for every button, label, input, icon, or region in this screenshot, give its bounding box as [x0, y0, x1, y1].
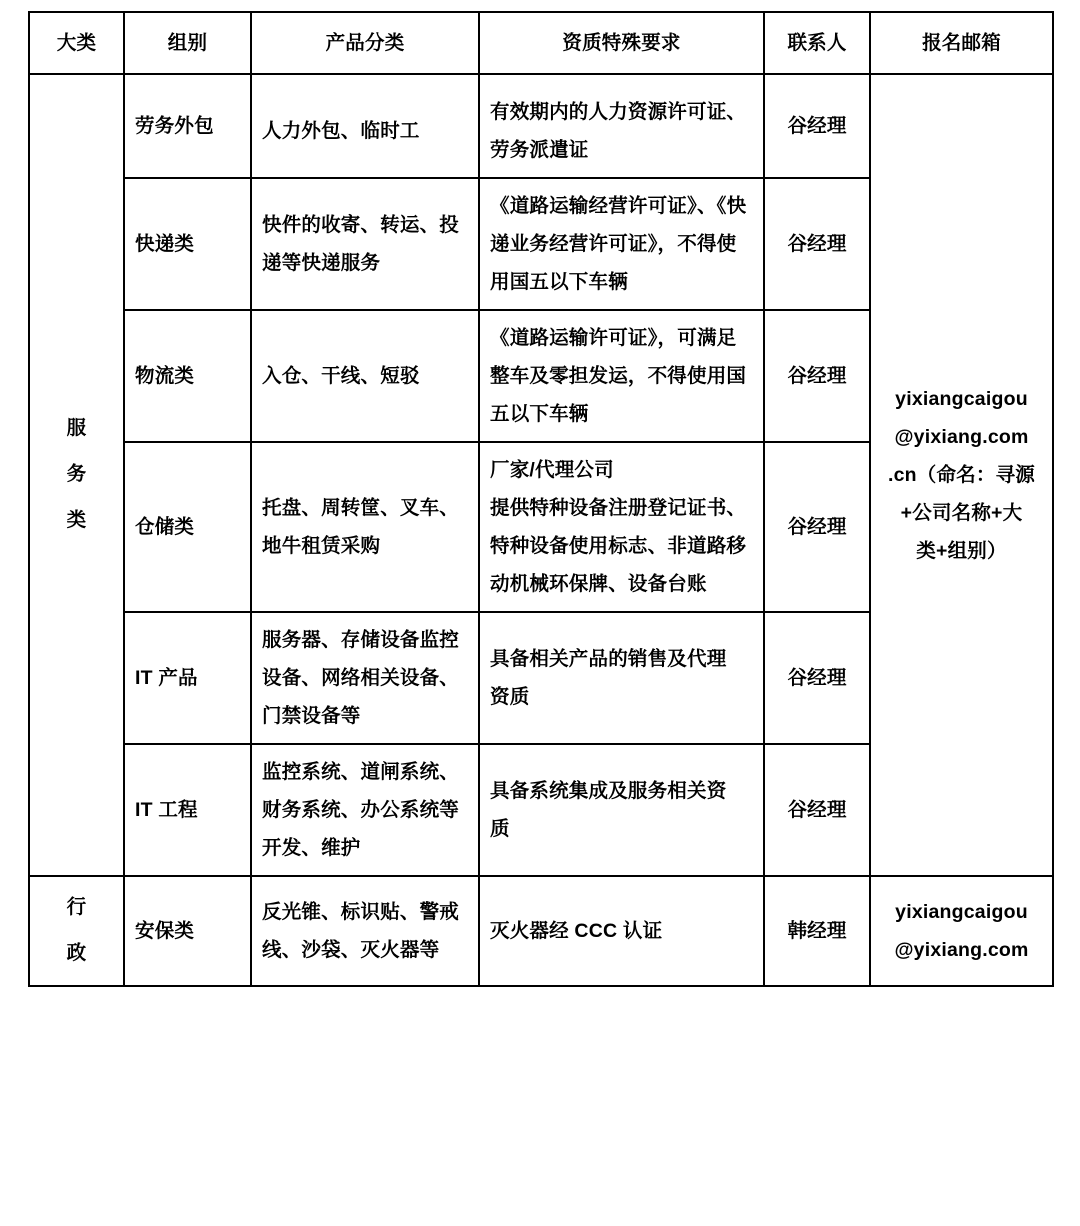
- product-line: 入仓、干线、短驳: [262, 365, 420, 388]
- qualification-line: 《道路运输许可证》，可满足: [490, 327, 737, 350]
- group-name: 仓储类: [124, 442, 251, 612]
- qualification-line: 具备相关产品的销售及代理: [490, 648, 727, 671]
- qualification-line: 递业务经营许可证》，不得使: [490, 233, 737, 256]
- product-line: 递等快递服务: [262, 252, 381, 275]
- qualification-line: 劳务派遣证: [490, 139, 589, 162]
- qualification-line: 特种设备使用标志、非道路移: [490, 535, 747, 558]
- group-name: 安保类: [124, 876, 251, 986]
- product-category-cell: [251, 442, 479, 612]
- email-line: yixiangcaigou: [895, 388, 1028, 411]
- qualification-line: 动机械环保牌、设备台账: [490, 573, 707, 596]
- product-category-cell: [251, 612, 479, 744]
- qualification-cell: [479, 744, 764, 876]
- column-header-product-category: 产品分类: [251, 12, 479, 74]
- product-line: 线、沙袋、灭火器等: [262, 939, 440, 962]
- email-line: 类+组别）: [916, 540, 1007, 563]
- group-name: 快递类: [124, 178, 251, 310]
- contact-person: 谷经理: [764, 178, 870, 310]
- qualification-line: 资质: [490, 686, 530, 709]
- qualification-line: 提供特种设备注册登记证书、: [490, 497, 747, 520]
- table-row: [29, 876, 1053, 986]
- product-line: 服务器、存储设备监控: [262, 629, 460, 652]
- product-line: 反光锥、标识贴、警戒: [262, 901, 460, 924]
- qualification-line: 灭火器经 CCC 认证: [490, 920, 663, 943]
- email-line: .cn（命名：寻源: [888, 464, 1035, 487]
- contact-person: 谷经理: [764, 310, 870, 442]
- email-line: yixiangcaigou: [895, 901, 1028, 924]
- column-header-qualification: 资质特殊要求: [479, 12, 764, 74]
- group-name: 物流类: [124, 310, 251, 442]
- qualification-line: 质: [490, 818, 510, 841]
- product-category-cell: [251, 744, 479, 876]
- product-line: 托盘、周转筐、叉车、: [262, 497, 460, 520]
- product-category-cell: [251, 876, 479, 986]
- major-category-char: 服: [66, 417, 87, 440]
- column-header-email: 报名邮箱: [870, 12, 1053, 74]
- qualification-cell: [479, 310, 764, 442]
- contact-person: 谷经理: [764, 744, 870, 876]
- product-category-cell: [251, 74, 479, 178]
- qualification-cell: [479, 178, 764, 310]
- product-line: 监控系统、道闸系统、: [262, 761, 460, 784]
- email-line: @yixiang.com: [894, 426, 1029, 449]
- qualification-cell: [479, 74, 764, 178]
- column-header-major-category: 大类: [29, 12, 124, 74]
- group-name: IT 产品: [124, 612, 251, 744]
- product-category-cell: [251, 310, 479, 442]
- product-line: 设备、网络相关设备、: [262, 667, 460, 690]
- major-category-char: 行: [66, 896, 87, 919]
- table-header: [29, 12, 1053, 74]
- qualification-cell: [479, 612, 764, 744]
- column-header-group: 组别: [124, 12, 251, 74]
- email-line: @yixiang.com: [894, 939, 1029, 962]
- product-line: 人力外包、临时工: [262, 120, 420, 142]
- header-row: [29, 12, 1053, 74]
- contact-person: 韩经理: [764, 876, 870, 986]
- major-category-char: 类: [66, 509, 87, 532]
- major-category-service: [29, 74, 124, 876]
- column-header-contact: 联系人: [764, 12, 870, 74]
- qualification-line: 五以下车辆: [490, 403, 589, 426]
- qualification-line: 《道路运输经营许可证》、《快: [490, 195, 747, 218]
- qualification-line: 用国五以下车辆: [490, 271, 628, 294]
- major-category-char: 务: [66, 463, 87, 486]
- supplier-requirements-table: [28, 11, 1054, 987]
- product-line: 开发、维护: [262, 837, 361, 860]
- product-line: 财务系统、办公系统等: [262, 799, 460, 822]
- table-row: [29, 74, 1053, 178]
- product-line: 地牛租赁采购: [262, 535, 381, 558]
- registration-email-admin: [870, 876, 1053, 986]
- product-category-cell: [251, 178, 479, 310]
- contact-person: 谷经理: [764, 74, 870, 178]
- group-name: IT 工程: [124, 744, 251, 876]
- contact-person: 谷经理: [764, 612, 870, 744]
- qualification-line: 具备系统集成及服务相关资: [490, 780, 727, 803]
- product-line: 门禁设备等: [262, 705, 361, 728]
- qualification-cell: [479, 876, 764, 986]
- major-category-admin: [29, 876, 124, 986]
- table-body: [29, 74, 1053, 986]
- email-line: +公司名称+大: [900, 502, 1023, 525]
- contact-person: 谷经理: [764, 442, 870, 612]
- registration-email-service: [870, 74, 1053, 876]
- major-category-char: 政: [66, 942, 87, 965]
- qualification-line: 厂家/代理公司: [490, 459, 614, 482]
- group-name: 劳务外包: [124, 74, 251, 178]
- qualification-line: 有效期内的人力资源许可证、: [490, 101, 747, 123]
- qualification-cell: [479, 442, 764, 612]
- qualification-line: 整车及零担发运，不得使用国: [490, 365, 747, 388]
- product-line: 快件的收寄、转运、投: [262, 214, 460, 237]
